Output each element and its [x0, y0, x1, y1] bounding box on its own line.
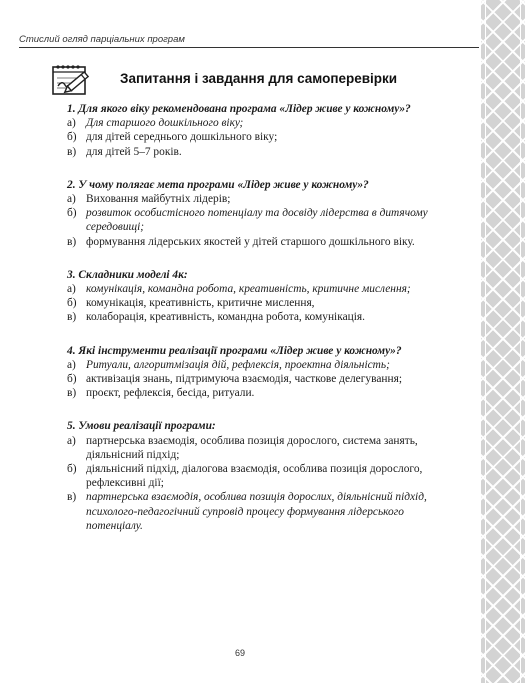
answer-letter: в) — [67, 235, 77, 248]
answer-text: партнерська взаємодія, особлива позиція дорослого, система занять, діяльнісний підхід; — [86, 434, 418, 461]
answer-option — [67, 434, 452, 462]
ornamental-border — [481, 0, 525, 683]
answer-option — [67, 145, 452, 159]
answer-text: активізація знань, підтримуюча взаємодія, часткове делегування; — [86, 373, 402, 386]
answer-option — [67, 490, 452, 533]
question-title: 4. Які інструменти реалізації програми «Лідер живе у кожному»? — [67, 344, 402, 357]
answer-text: Ритуали, алгоритмізація дій, рефлексія, проектна діяльність; — [86, 358, 390, 371]
answer-letter: б) — [67, 207, 77, 220]
answer-text: колаборація, креативність, командна робота, комунікація. — [86, 311, 365, 324]
running-header: Стислий огляд парціальних програм — [19, 34, 185, 45]
answer-option — [67, 372, 452, 386]
answer-option — [67, 206, 452, 234]
question-block — [67, 344, 452, 401]
answer-option — [67, 310, 452, 324]
answer-letter: б) — [67, 297, 77, 310]
answer-option — [67, 130, 452, 144]
section-title: Запитання і завдання для самоперевірки — [120, 71, 398, 86]
answer-text: проєкт, рефлексія, бесіда, ритуали. — [86, 387, 255, 400]
answer-letter: а) — [67, 358, 76, 371]
header-rule — [19, 47, 479, 48]
answer-letter: б) — [67, 131, 77, 144]
answer-letter: а) — [67, 193, 76, 206]
answer-letter: в) — [67, 387, 77, 400]
answer-option — [67, 116, 452, 130]
question-title: 1. Для якого віку рекомендована програма «Лідер живе у кожному»? — [67, 103, 411, 115]
answer-letter: в) — [67, 145, 77, 158]
question-title: 5. Умови реалізації програми: — [67, 420, 216, 433]
answer-option — [67, 282, 452, 296]
answer-text: Виховання майбутніх лідерів; — [86, 193, 231, 206]
answer-letter: б) — [67, 373, 77, 386]
answer-text: для дітей 5–7 років. — [86, 145, 182, 158]
answer-text: формування лідерських якостей у дітей старшого дошкільного віку. — [86, 235, 415, 248]
page-number: 69 — [234, 648, 245, 658]
question-block — [67, 178, 452, 249]
question-block — [67, 102, 452, 159]
answer-option — [67, 296, 452, 310]
answer-letter: б) — [67, 463, 77, 476]
answer-text: комунікація, креативність, критичне мислення, — [86, 297, 315, 310]
answer-letter: а) — [67, 117, 76, 130]
answer-option — [67, 462, 452, 490]
notepad-pencil-icon — [47, 62, 95, 98]
answer-text: розвиток особистісного потенціалу та досвіду лідерства в дитячому середовищі; — [86, 207, 428, 234]
questions-list — [67, 102, 452, 552]
question-block — [67, 419, 452, 533]
answer-text: комунікація, командна робота, креативність, критичне мислення; — [86, 283, 411, 296]
answer-option — [67, 235, 452, 249]
answer-text: партнерська взаємодія, особлива позиція дорослих, діяльнісний підхід, психолого-педагогічний супровід процесу формування лідерського потенціалу. — [86, 491, 427, 532]
answer-option — [67, 386, 452, 400]
question-title: 3. Складники моделі 4к: — [67, 268, 188, 281]
answer-option — [67, 192, 452, 206]
question-title: 2. У чому полягає мета програми «Лідер живе у кожному»? — [67, 178, 369, 191]
answer-text: діяльнісний підхід, діалогова взаємодія, особлива позиція дорослого, рефлексивні дії; — [86, 463, 423, 490]
answer-option — [67, 358, 452, 372]
answer-text: Для старшого дошкільного віку; — [86, 117, 244, 130]
answer-letter: в) — [67, 491, 77, 504]
answer-text: для дітей середнього дошкільного віку; — [86, 131, 278, 144]
answer-letter: а) — [67, 434, 76, 447]
question-block — [67, 268, 452, 325]
answer-letter: в) — [67, 311, 77, 324]
answer-letter: а) — [67, 283, 76, 296]
